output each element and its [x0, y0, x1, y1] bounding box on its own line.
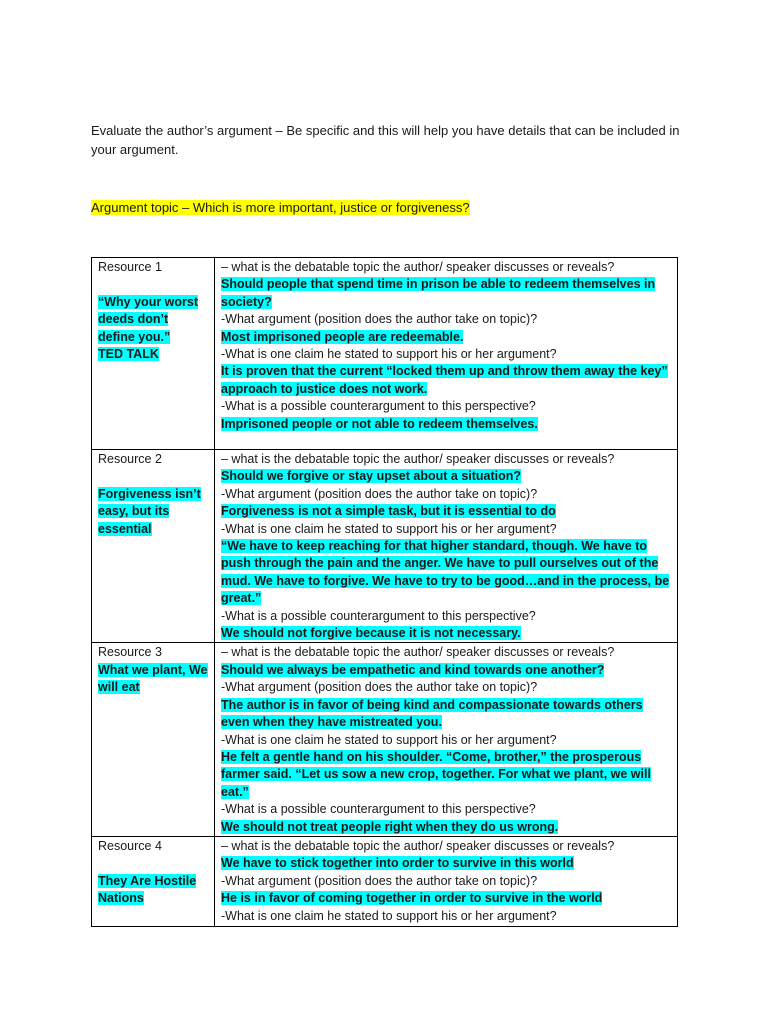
answer-claim: It is proven that the current “locked them up and throw them away the key” approach to justice does not work.	[221, 364, 668, 396]
analysis-cell	[215, 836, 678, 926]
resource-cell	[92, 643, 215, 836]
answer-topic: Should we always be empathetic and kind towards one another?	[221, 662, 605, 677]
answer-argument: The author is in favor of being kind and compassionate towards others even when they have mistreated you.	[221, 697, 643, 730]
answer-topic: We have to stick together into order to survive in this world	[221, 856, 574, 871]
resources-table	[91, 257, 678, 927]
instructions-text: Evaluate the author’s argument – Be specific and this will help you have details that can be included in your argument.	[91, 123, 680, 157]
answer-argument: Forgiveness is not a simple task, but it is essential to do	[221, 504, 556, 519]
argument-topic	[91, 198, 470, 217]
answer-counterargument: Imprisoned people or not able to redeem themselves.	[221, 416, 538, 431]
question-claim: -What is one claim he stated to support his or her argument?	[221, 732, 557, 747]
question-counterargument: -What is a possible counterargument to this perspective?	[221, 399, 536, 414]
answer-topic: Should people that spend time in prison be able to redeem themselves in society?	[221, 277, 656, 309]
analysis-cell	[215, 258, 678, 450]
answer-topic: Should we forgive or stay upset about a situation?	[221, 469, 522, 484]
resource-cell	[92, 258, 215, 450]
analysis-cell	[215, 643, 678, 836]
resource-label: Resource 1	[98, 260, 162, 274]
resource-title: They Are Hostile Nations	[98, 873, 197, 906]
argument-topic-text: Argument topic – Which is more important, justice or forgiveness?	[91, 200, 470, 215]
question-topic: – what is the debatable topic the author/ speaker discusses or reveals?	[221, 838, 615, 853]
resource-subtitle: TED TALK	[98, 347, 159, 362]
question-argument: -What argument (position does the author take on topic)?	[221, 680, 538, 695]
question-claim: -What is one claim he stated to support his or her argument?	[221, 908, 557, 923]
answer-counterargument: We should not treat people right when they do us wrong.	[221, 819, 559, 834]
question-topic: – what is the debatable topic the author/ speaker discusses or reveals?	[221, 645, 615, 660]
resource-label: Resource 3	[98, 645, 162, 660]
resource-label: Resource 2	[98, 452, 162, 466]
table-row	[92, 836, 678, 926]
question-counterargument: -What is a possible counterargument to this perspective?	[221, 802, 536, 817]
table-row	[92, 258, 678, 450]
question-claim: -What is one claim he stated to support his or her argument?	[221, 347, 557, 362]
table-row	[92, 450, 678, 643]
question-counterargument: -What is a possible counterargument to this perspective?	[221, 608, 536, 623]
resource-cell	[92, 450, 215, 643]
table-row	[92, 643, 678, 836]
resource-title: What we plant, We will eat	[98, 662, 208, 695]
question-topic: – what is the debatable topic the author/ speaker discusses or reveals?	[221, 452, 615, 466]
resource-title: Forgiveness isn’t easy, but its essential	[98, 486, 201, 536]
answer-argument: He is in favor of coming together in order to survive in the world	[221, 891, 603, 906]
question-topic: – what is the debatable topic the author/ speaker discusses or reveals?	[221, 260, 615, 274]
answer-counterargument: We should not forgive because it is not necessary.	[221, 626, 521, 641]
answer-claim: “We have to keep reaching for that higher standard, though. We have to push through the pain and the anger. We have to pull ourselves out of the mud. We have to forgive. We have to try to be good…and in the process, be great.”	[221, 539, 670, 606]
resource-title: “Why your worst deeds don’t define you.”	[98, 294, 199, 344]
answer-claim: He felt a gentle hand on his shoulder. “Come, brother,” the prosperous farmer said. “Let us sow a new crop, together. For what we plant, we will eat.”	[221, 749, 651, 799]
resource-cell	[92, 836, 215, 926]
question-argument: -What argument (position does the author take on topic)?	[221, 312, 538, 327]
question-argument: -What argument (position does the author take on topic)?	[221, 486, 538, 501]
analysis-cell	[215, 450, 678, 643]
answer-argument: Most imprisoned people are redeemable.	[221, 329, 464, 344]
question-argument: -What argument (position does the author take on topic)?	[221, 873, 538, 888]
question-claim: -What is one claim he stated to support his or her argument?	[221, 521, 557, 536]
resource-label: Resource 4	[98, 838, 162, 853]
